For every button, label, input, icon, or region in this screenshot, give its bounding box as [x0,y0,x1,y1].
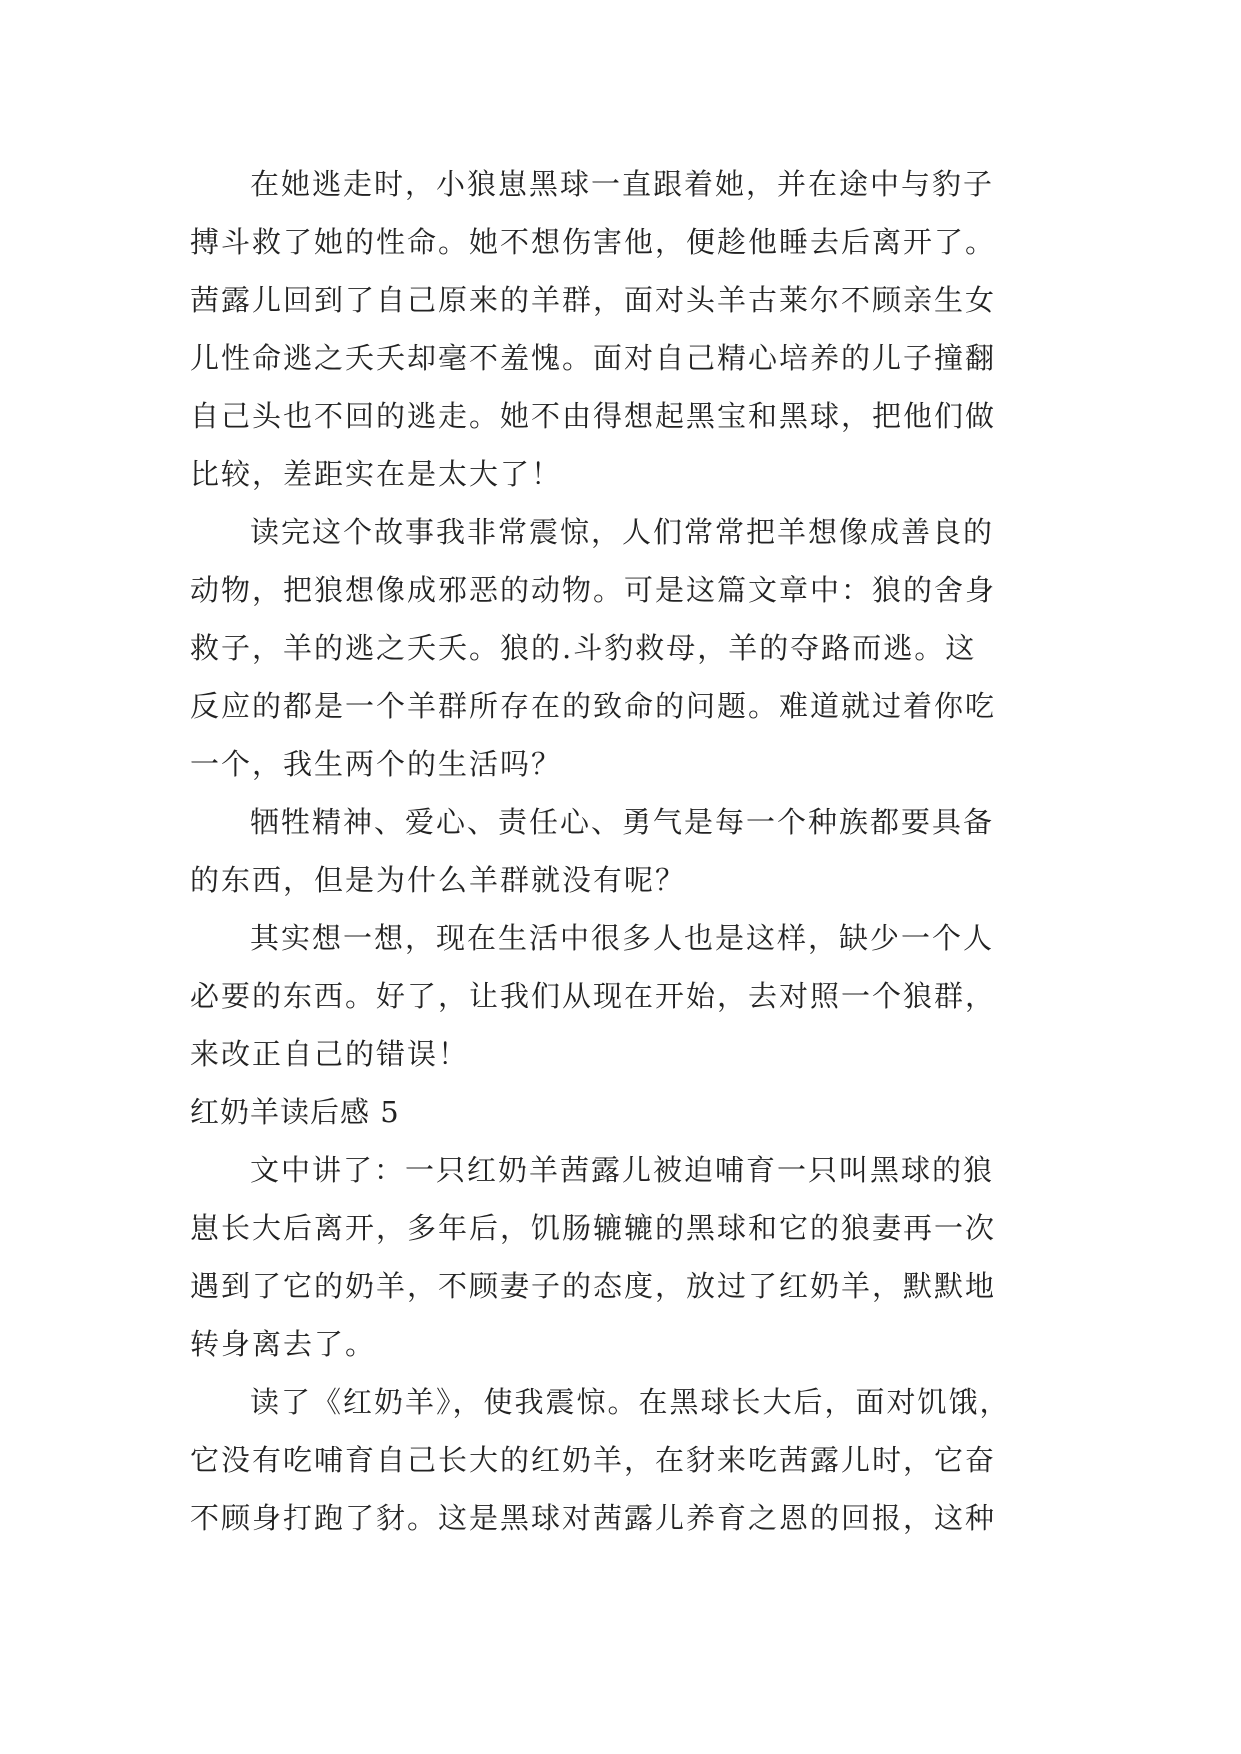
paragraph-2 [190,503,1061,793]
text-line: 不顾身打跑了豺。这是黑球对茜露儿养育之恩的回报，这种 [190,1501,997,1535]
text-line: 遇到了它的奶羊，不顾妻子的态度，放过了红奶羊，默默地 [190,1269,997,1303]
text-line: 动物，把狼想像成邪恶的动物。可是这篇文章中：狼的舍身 [190,573,997,607]
text-line: 自己头也不回的逃走。她不由得想起黑宝和黑球，把他们做 [190,399,997,433]
text-line: 它没有吃哺育自己长大的红奶羊，在豺来吃茜露儿时，它奋 [190,1443,997,1477]
text-line: 读完这个故事我非常震惊，人们常常把羊想像成善良的 [250,515,995,549]
text-line: 的东西，但是为什么羊群就没有呢？ [190,863,687,897]
section-paragraph-1 [190,1141,1061,1373]
section-paragraph-2 [190,1373,1061,1547]
text-line: 救子，羊的逃之夭夭。狼的.斗豹救母，羊的夺路而逃。这 [190,631,977,665]
text-line: 反应的都是一个羊群所存在的致命的问题。难道就过着你吃 [190,689,997,723]
text-line: 儿性命逃之夭夭却毫不羞愧。面对自己精心培养的儿子撞翻 [190,341,997,375]
paragraph-4 [190,909,1061,1083]
section-title: 红奶羊读后感 5 [190,1095,400,1129]
paragraph-1 [190,155,1061,503]
text-line: 比较，差距实在是太大了！ [190,457,563,491]
text-line: 在她逃走时，小狼崽黑球一直跟着她，并在途中与豹子 [250,167,995,201]
text-line: 茜露儿回到了自己原来的羊群，面对头羊古莱尔不顾亲生女 [190,283,997,317]
text-line: 牺牲精神、爱心、责任心、勇气是每一个种族都要具备 [250,805,995,839]
text-line: 必要的东西。好了，让我们从现在开始，去对照一个狼群， [190,979,997,1013]
text-line: 崽长大后离开，多年后，饥肠辘辘的黑球和它的狼妻再一次 [190,1211,997,1245]
text-line: 读了《红奶羊》，使我震惊。在黑球长大后，面对饥饿， [250,1385,1011,1419]
text-line: 搏斗救了她的性命。她不想伤害他，便趁他睡去后离开了。 [190,225,997,259]
text-line: 一个，我生两个的生活吗？ [190,747,563,781]
text-line: 文中讲了：一只红奶羊茜露儿被迫哺育一只叫黑球的狼 [250,1153,995,1187]
text-line: 来改正自己的错误！ [190,1037,470,1071]
paragraph-3 [190,793,1061,909]
text-line: 转身离去了。 [190,1327,377,1361]
text-line: 其实想一想，现在生活中很多人也是这样，缺少一个人 [250,921,995,955]
